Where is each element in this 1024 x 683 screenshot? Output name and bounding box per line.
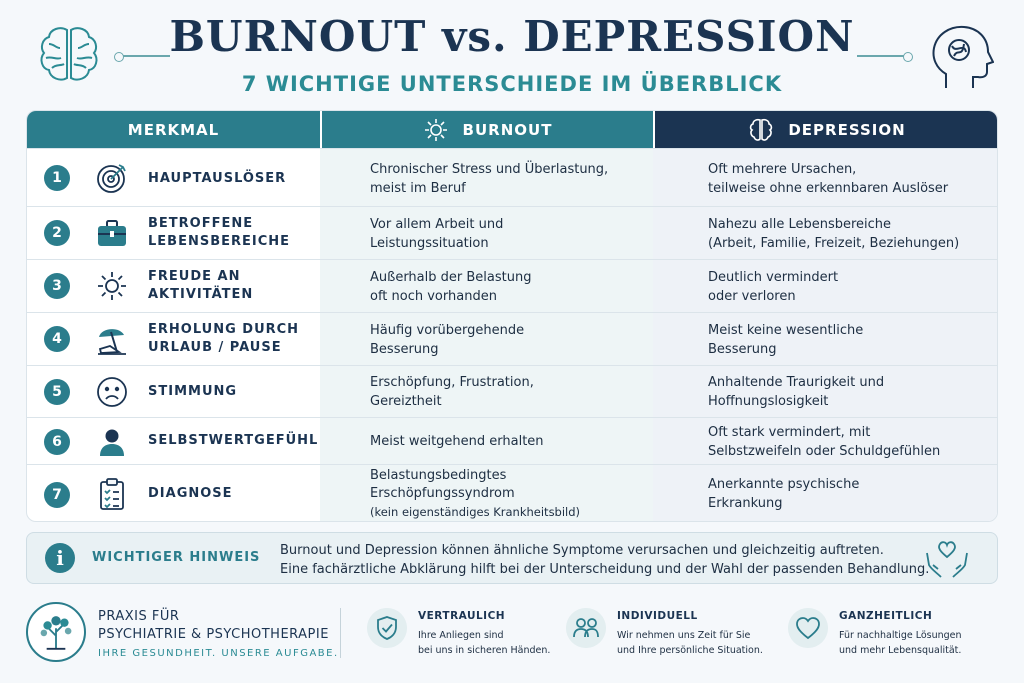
burnout-cell bbox=[370, 373, 645, 411]
feature-text bbox=[418, 628, 550, 658]
row-number-badge: 5 bbox=[44, 379, 70, 405]
burnout-cell bbox=[370, 432, 645, 451]
table-row bbox=[27, 148, 998, 206]
cell-line: oder verloren bbox=[708, 289, 796, 304]
feature-text-line: Wir nehmen uns Zeit für Sie bbox=[617, 630, 751, 641]
column-header-burnout bbox=[320, 111, 653, 148]
burnout-cell bbox=[370, 268, 645, 306]
feature-label-line: STIMMUNG bbox=[148, 384, 238, 399]
depression-cell bbox=[708, 475, 993, 513]
table-row bbox=[27, 464, 998, 522]
cell-line: Anhaltende Traurigkeit und bbox=[708, 375, 885, 390]
feature-label-line: BETROFFENE bbox=[148, 216, 254, 231]
page-title: BURNOUT vs. DEPRESSION bbox=[169, 12, 855, 61]
column-header-depression bbox=[653, 111, 998, 148]
table-row bbox=[27, 312, 998, 365]
practice-name-line: PRAXIS FÜR bbox=[98, 609, 180, 624]
feature-label-line: ERHOLUNG DURCH bbox=[148, 322, 300, 337]
cell-line: Vor allem Arbeit und bbox=[370, 217, 504, 232]
footer-divider bbox=[340, 608, 341, 658]
cell-line: Erschöpfungssyndrom bbox=[370, 486, 515, 501]
note-title: WICHTIGER HINWEIS bbox=[92, 550, 261, 565]
note-text bbox=[280, 541, 929, 579]
cell-line: Erkrankung bbox=[708, 496, 783, 511]
table-row bbox=[27, 365, 998, 417]
column-header-label: DEPRESSION bbox=[788, 120, 906, 139]
header bbox=[0, 0, 1024, 108]
cell-line: teilweise ohne erkennbaren Auslöser bbox=[708, 181, 949, 196]
cell-line: Meist weitgehend erhalten bbox=[370, 434, 544, 449]
table-header bbox=[27, 111, 998, 148]
comparison-table bbox=[26, 110, 998, 522]
feature-label-line: AKTIVITÄTEN bbox=[148, 287, 254, 302]
column-header-merkmal bbox=[27, 111, 320, 148]
hands-heart-icon bbox=[923, 539, 971, 579]
feature-label bbox=[148, 215, 290, 251]
target-icon bbox=[95, 161, 129, 195]
cell-line: Selbstzweifeln oder Schuldgefühlen bbox=[708, 444, 941, 459]
shield-check-icon bbox=[367, 608, 407, 648]
briefcase-icon bbox=[95, 216, 129, 250]
feature-title: VERTRAULICH bbox=[418, 610, 506, 622]
feature-label-line: HAUPTAUSLÖSER bbox=[148, 171, 287, 186]
note-line: Eine fachärztliche Abklärung hilft bei der Unterscheidung und der Wahl der passenden Behandlung. bbox=[280, 562, 930, 577]
cell-line: Oft mehrere Ursachen, bbox=[708, 162, 857, 177]
sun-icon bbox=[95, 269, 129, 303]
feature-text-line: bei uns in sicheren Händen. bbox=[418, 645, 551, 656]
heart-icon bbox=[788, 608, 828, 648]
table-row bbox=[27, 417, 998, 464]
depression-cell bbox=[708, 160, 993, 198]
note-line: Burnout und Depression können ähnliche Symptome verursachen und gleichzeitig auftreten. bbox=[280, 543, 884, 558]
beach-umbrella-icon bbox=[95, 322, 129, 356]
footer bbox=[0, 590, 1024, 683]
cell-line: Hoffnungslosigkeit bbox=[708, 394, 829, 409]
people-icon bbox=[566, 608, 606, 648]
feature-label-line: SELBSTWERTGEFÜHL bbox=[148, 433, 319, 448]
feature-label bbox=[148, 432, 318, 450]
tree-logo-icon bbox=[26, 602, 86, 662]
burnout-cell bbox=[370, 321, 645, 359]
feature-label bbox=[148, 383, 237, 401]
important-note bbox=[26, 532, 998, 584]
feature-label-line: FREUDE AN bbox=[148, 269, 241, 284]
feature-label-line: URLAUB / PAUSE bbox=[148, 340, 282, 355]
feature-label bbox=[148, 170, 286, 188]
burnout-cell bbox=[370, 467, 645, 521]
cell-line: (Arbeit, Familie, Freizeit, Beziehungen) bbox=[708, 236, 960, 251]
feature-label-line: LEBENSBEREICHE bbox=[148, 234, 291, 249]
row-number-badge: 1 bbox=[44, 165, 70, 191]
title-divider-right bbox=[857, 55, 905, 57]
depression-cell bbox=[708, 268, 993, 306]
feature-text-line: Für nachhaltige Lösungen bbox=[839, 630, 962, 641]
column-header-label: MERKMAL bbox=[127, 120, 220, 139]
practice-tagline: IHRE GESUNDHEIT. UNSERE AUFGABE. bbox=[98, 648, 339, 659]
feature-title: INDIVIDUELL bbox=[617, 610, 698, 622]
practice-name-line: PSYCHIATRIE & PSYCHOTHERAPIE bbox=[98, 627, 329, 642]
info-icon: i bbox=[45, 543, 75, 573]
cell-line: Häufig vorübergehende bbox=[370, 323, 525, 338]
cell-line: Deutlich vermindert bbox=[708, 270, 839, 285]
table-row bbox=[27, 206, 998, 259]
column-header-label: BURNOUT bbox=[462, 120, 553, 139]
brain-icon bbox=[748, 117, 774, 143]
cell-line: Besserung bbox=[708, 342, 777, 357]
cell-line: meist im Beruf bbox=[370, 181, 466, 196]
row-number-badge: 2 bbox=[44, 220, 70, 246]
row-number-badge: 4 bbox=[44, 326, 70, 352]
cell-line: oft noch vorhanden bbox=[370, 289, 497, 304]
feature-label-line: DIAGNOSE bbox=[148, 486, 233, 501]
feature-text bbox=[617, 628, 763, 658]
feature-label bbox=[148, 485, 233, 503]
person-icon bbox=[95, 425, 129, 459]
feature-text-line: Ihre Anliegen sind bbox=[418, 630, 504, 641]
cell-line: Anerkannte psychische bbox=[708, 477, 860, 492]
page-subtitle: 7 WICHTIGE UNTERSCHIEDE IM ÜBERBLICK bbox=[241, 72, 783, 96]
cell-line: Besserung bbox=[370, 342, 439, 357]
feature-label bbox=[148, 268, 253, 304]
cell-line: Gereiztheit bbox=[370, 394, 442, 409]
cell-line: Chronischer Stress und Überlastung, bbox=[370, 162, 609, 177]
row-number-badge: 7 bbox=[44, 482, 70, 508]
depression-cell bbox=[708, 215, 993, 253]
row-number-badge: 3 bbox=[44, 273, 70, 299]
cell-line: Oft stark vermindert, mit bbox=[708, 425, 871, 440]
row-number-badge: 6 bbox=[44, 429, 70, 455]
depression-cell bbox=[708, 321, 993, 359]
feature-text bbox=[839, 628, 962, 658]
sad-face-icon bbox=[95, 375, 129, 409]
burnout-cell bbox=[370, 160, 645, 198]
feature-text-line: und mehr Lebensqualität. bbox=[839, 645, 962, 656]
feature-label bbox=[148, 321, 299, 357]
feature-title: GANZHEITLICH bbox=[839, 610, 933, 622]
cell-line: Nahezu alle Lebensbereiche bbox=[708, 217, 892, 232]
cell-line: Außerhalb der Belastung bbox=[370, 270, 532, 285]
practice-name bbox=[98, 608, 329, 644]
feature-text-line: und Ihre persönliche Situation. bbox=[617, 645, 763, 656]
burnout-sun-icon bbox=[423, 117, 449, 143]
cell-line: (kein eigenständiges Krankheitsbild) bbox=[370, 505, 581, 519]
depression-cell bbox=[708, 373, 993, 411]
cell-line: Erschöpfung, Frustration, bbox=[370, 375, 534, 390]
burnout-cell bbox=[370, 215, 645, 253]
clipboard-icon bbox=[95, 477, 129, 511]
cell-line: Leistungssituation bbox=[370, 236, 489, 251]
cell-line: Meist keine wesentliche bbox=[708, 323, 864, 338]
table-row bbox=[27, 259, 998, 312]
cell-line: Belastungsbedingtes bbox=[370, 468, 507, 483]
depression-cell bbox=[708, 423, 993, 461]
